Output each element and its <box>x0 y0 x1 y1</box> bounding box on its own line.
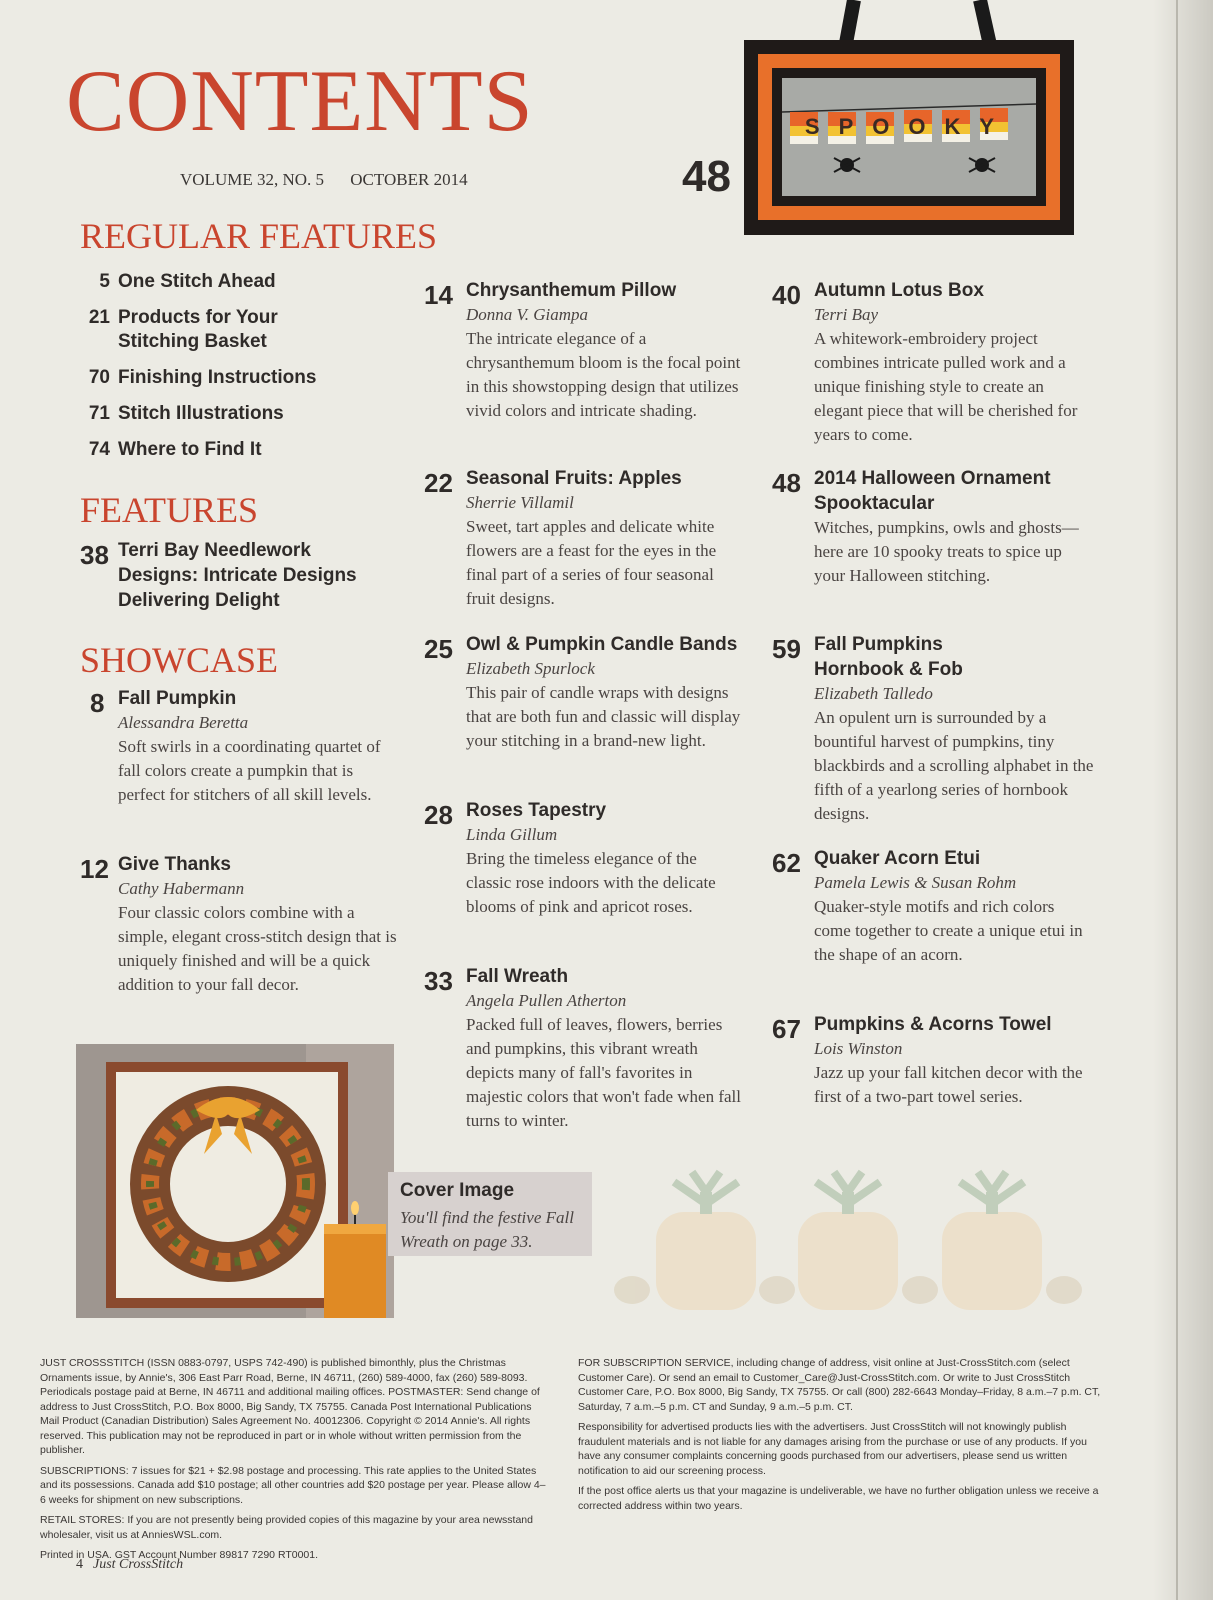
pumpkin-stitch-decoration <box>612 1152 1112 1318</box>
pumpkin-icon <box>798 1172 898 1310</box>
item-description: This pair of candle wraps with designs that are both fun and classic will display your stitching in a brand-new light. <box>466 683 741 750</box>
item-page: 70 <box>88 367 110 388</box>
featured-page-number: 48 <box>682 152 731 201</box>
item-page: 71 <box>88 403 110 424</box>
item-title: Pumpkins & Acorns Towel <box>814 1014 1052 1035</box>
list-item[interactable] <box>82 438 382 462</box>
spooky-sign-image <box>742 0 1080 240</box>
item-page: 74 <box>88 439 110 460</box>
item-page: 8 <box>90 688 105 718</box>
item-title: Fall Pumpkin <box>118 688 237 709</box>
item-title: Quaker Acorn Etui <box>814 848 981 869</box>
issue-date: OCTOBER 2014 <box>350 170 468 189</box>
cover-caption-description: You'll find the festive Fall Wreath on page 33. <box>400 1208 574 1251</box>
printed-info: Printed in USA. GST Account Number 89817 7290 RT0001. <box>40 1549 319 1561</box>
showcase-heading: SHOWCASE <box>80 640 279 680</box>
item-title: Roses Tapestry <box>466 800 607 821</box>
item-author: Sherrie Villamil <box>466 493 574 512</box>
list-item[interactable] <box>424 466 744 616</box>
cover-caption-title: Cover Image <box>400 1180 515 1201</box>
item-title: Seasonal Fruits: Apples <box>466 468 682 489</box>
list-item[interactable] <box>424 632 744 782</box>
item-label: Finishing Instructions <box>118 367 317 388</box>
item-page: 62 <box>772 848 801 878</box>
sign-text: SPOOKY <box>804 114 1014 139</box>
subscription-service-text: FOR SUBSCRIPTION SERVICE, including change of address, visit online at Just-CrossStitch.com (select Customer Care). Or send an email to Customer_Care@Just-CrossStitch.com. Or write to Just CrossStitch Customer Care, P.O. Box 8000, Big Sandy, TX 75755. Or call (800) 282-6643 Monday–Friday, 8 a.m.–7 p.m. CT, Saturday, 7 a.m.–5 p.m. CT and Sunday, 9 a.m.–5 p.m. CT. <box>578 1357 1101 1413</box>
item-description: Jazz up your fall kitchen decor with the first of a two-part towel series. <box>814 1063 1083 1106</box>
item-title: 2014 Halloween Ornament Spooktacular <box>814 468 1051 514</box>
list-item[interactable] <box>772 846 1102 996</box>
regular-features-heading: REGULAR FEATURES <box>80 216 438 256</box>
item-description: Witches, pumpkins, owls and ghosts—here are 10 spooky treats to spice up your Halloween stitching. <box>814 518 1079 585</box>
publishing-info <box>40 1356 550 1563</box>
list-item[interactable] <box>772 278 1102 448</box>
item-description: Packed full of leaves, flowers, berries and pumpkins, this vibrant wreath depicts many of fall's favorites in majestic colors that won't fade when fall turns to winter. <box>466 1015 741 1130</box>
item-page: 14 <box>424 280 453 310</box>
item-description: Soft swirls in a coordinating quartet of fall colors create a pumpkin that is perfect for stitchers of all skill levels. <box>118 737 381 804</box>
list-item[interactable] <box>82 402 382 426</box>
item-author: Lois Winston <box>814 1039 903 1058</box>
item-author: Linda Gillum <box>466 825 558 844</box>
list-item[interactable] <box>82 270 382 294</box>
retail-stores-info: RETAIL STORES: If you are not presently being provided copies of this magazine by your area newsstand wholesaler, visit us at AnniesWSL.com. <box>40 1514 533 1541</box>
subscriptions-info: SUBSCRIPTIONS: 7 issues for $21 + $2.98 postage and processing. This rate applies to the United States and its possessions. Canada add $10 postage; all other countries add $20 postage per year. Please allow 4–6 weeks for shipment on new subscriptions. <box>40 1464 546 1506</box>
item-author: Alessandra Beretta <box>118 713 249 732</box>
item-title: Fall Wreath <box>466 966 569 987</box>
item-title: Give Thanks <box>118 854 231 875</box>
page-spine <box>1176 0 1178 1600</box>
item-title: Terri Bay Needlework Designs: Intricate Designs Delivering Delight <box>118 540 357 611</box>
item-page: 59 <box>772 634 801 664</box>
item-page: 40 <box>772 280 801 310</box>
page-number: 4 <box>76 1557 83 1572</box>
item-description: A whitework-embroidery project combines intricate pulled work and a unique finishing style to create an elegant piece that will be cherished for years to come. <box>814 329 1078 444</box>
item-author: Elizabeth Spurlock <box>466 659 595 678</box>
item-page: 25 <box>424 634 453 664</box>
list-item[interactable] <box>772 1012 1102 1132</box>
list-item[interactable] <box>772 632 1102 832</box>
acorn-icon <box>759 1276 795 1304</box>
list-item[interactable] <box>82 366 382 390</box>
list-item[interactable] <box>424 964 744 1164</box>
list-item[interactable] <box>80 538 380 618</box>
list-item[interactable] <box>80 852 400 1022</box>
item-description: Quaker-style motifs and rich colors come together to create a unique etui in the shape of an acorn. <box>814 897 1083 964</box>
item-author: Pamela Lewis & Susan Rohm <box>814 873 1017 892</box>
item-page: 22 <box>424 468 453 498</box>
features-heading: FEATURES <box>80 490 259 530</box>
volume-number: VOLUME 32, NO. 5 <box>180 170 325 189</box>
item-title: Fall Pumpkins Hornbook & Fob <box>814 634 963 680</box>
cover-wreath-photo <box>76 1044 394 1318</box>
page-edge-shadow <box>1153 0 1213 1600</box>
item-description: Sweet, tart apples and delicate white flowers are a feast for the eyes in the final part of a series of four seasonal fruit designs. <box>466 517 717 608</box>
item-title: Owl & Pumpkin Candle Bands <box>466 634 738 655</box>
item-page: 5 <box>99 271 110 292</box>
post-office-notice: If the post office alerts us that your magazine is undeliverable, we have no further obligation unless we receive a corrected address within two years. <box>578 1485 1099 1512</box>
item-page: 38 <box>80 540 109 570</box>
item-description: Bring the timeless elegance of the classic rose indoors with the delicate blooms of pink and apricot roses. <box>466 849 716 916</box>
list-item[interactable] <box>772 466 1102 616</box>
item-author: Elizabeth Talledo <box>814 684 933 703</box>
item-author: Terri Bay <box>814 305 879 324</box>
list-item[interactable] <box>82 306 382 354</box>
item-description: Four classic colors combine with a simple, elegant cross-stitch design that is uniquely finished and will be a quick addition to your fall decor. <box>118 903 397 994</box>
item-author: Cathy Habermann <box>118 879 245 898</box>
publication-statement: JUST CROSSSTITCH (ISSN 0883-0797, USPS 742-490) is published bimonthly, plus the Christmas Ornaments issue, by Annie's, 306 East Parr Road, Berne, IN 46711, (260) 589-4000, fax (260) 589-8093. Periodicals postage paid at Berne, IN 46711 and additional mailing offices. POSTMASTER: Send change of address to Just CrossStitch, P.O. Box 8000, Big Sandy, TX 75755. Canada Post International Publications Mail Product (Canadian Distribution) Sales Agreement No. 40012306. Copyright © 2014 Annie's. All rights reserved. This publication may not be reproduced in part or in whole without written permission from the publisher. <box>40 1357 540 1456</box>
folio <box>76 1557 183 1573</box>
list-item[interactable] <box>424 278 744 448</box>
pumpkin-icon <box>656 1172 756 1310</box>
item-description: An opulent urn is surrounded by a bountiful harvest of pumpkins, tiny blackbirds and a scrolling alphabet in the fifth of a yearlong series of hornbook designs. <box>814 708 1094 823</box>
item-label: Where to Find It <box>118 439 262 460</box>
acorn-icon <box>614 1276 650 1304</box>
item-page: 21 <box>88 307 110 328</box>
list-item[interactable] <box>424 798 744 948</box>
magazine-name: Just CrossStitch <box>93 1557 184 1572</box>
item-page: 48 <box>772 468 801 498</box>
item-label: One Stitch Ahead <box>118 271 276 292</box>
acorn-icon <box>902 1276 938 1304</box>
item-title: Autumn Lotus Box <box>814 280 984 301</box>
pumpkin-icon <box>942 1172 1042 1310</box>
cover-image-caption <box>388 1172 592 1256</box>
item-label: Products for Your Stitching Basket <box>118 307 278 352</box>
item-author: Angela Pullen Atherton <box>466 991 627 1010</box>
item-description: The intricate elegance of a chrysanthemum bloom is the focal point in this showstopping design that utilizes vivid colors and intricate shading. <box>466 329 741 420</box>
item-page: 12 <box>80 854 109 884</box>
advertiser-responsibility: Responsibility for advertised products lies with the advertisers. Just CrossStitch will not knowingly publish fraudulent materials and is not liable for any damages arising from the purchase or use of any products. If you have any consumer complaints concerning goods purchased from our advertisers, please send us written notification to aid our screening process. <box>578 1421 1087 1477</box>
acorn-icon <box>1046 1276 1082 1304</box>
item-page: 33 <box>424 966 453 996</box>
item-label: Stitch Illustrations <box>118 403 284 424</box>
item-page: 67 <box>772 1014 801 1044</box>
list-item[interactable] <box>80 686 400 836</box>
issue-info <box>180 170 490 190</box>
item-title: Chrysanthemum Pillow <box>466 280 677 301</box>
item-author: Donna V. Giampa <box>466 305 588 324</box>
subscription-service-info <box>578 1356 1112 1513</box>
item-page: 28 <box>424 800 453 830</box>
page-title: CONTENTS <box>66 53 534 150</box>
